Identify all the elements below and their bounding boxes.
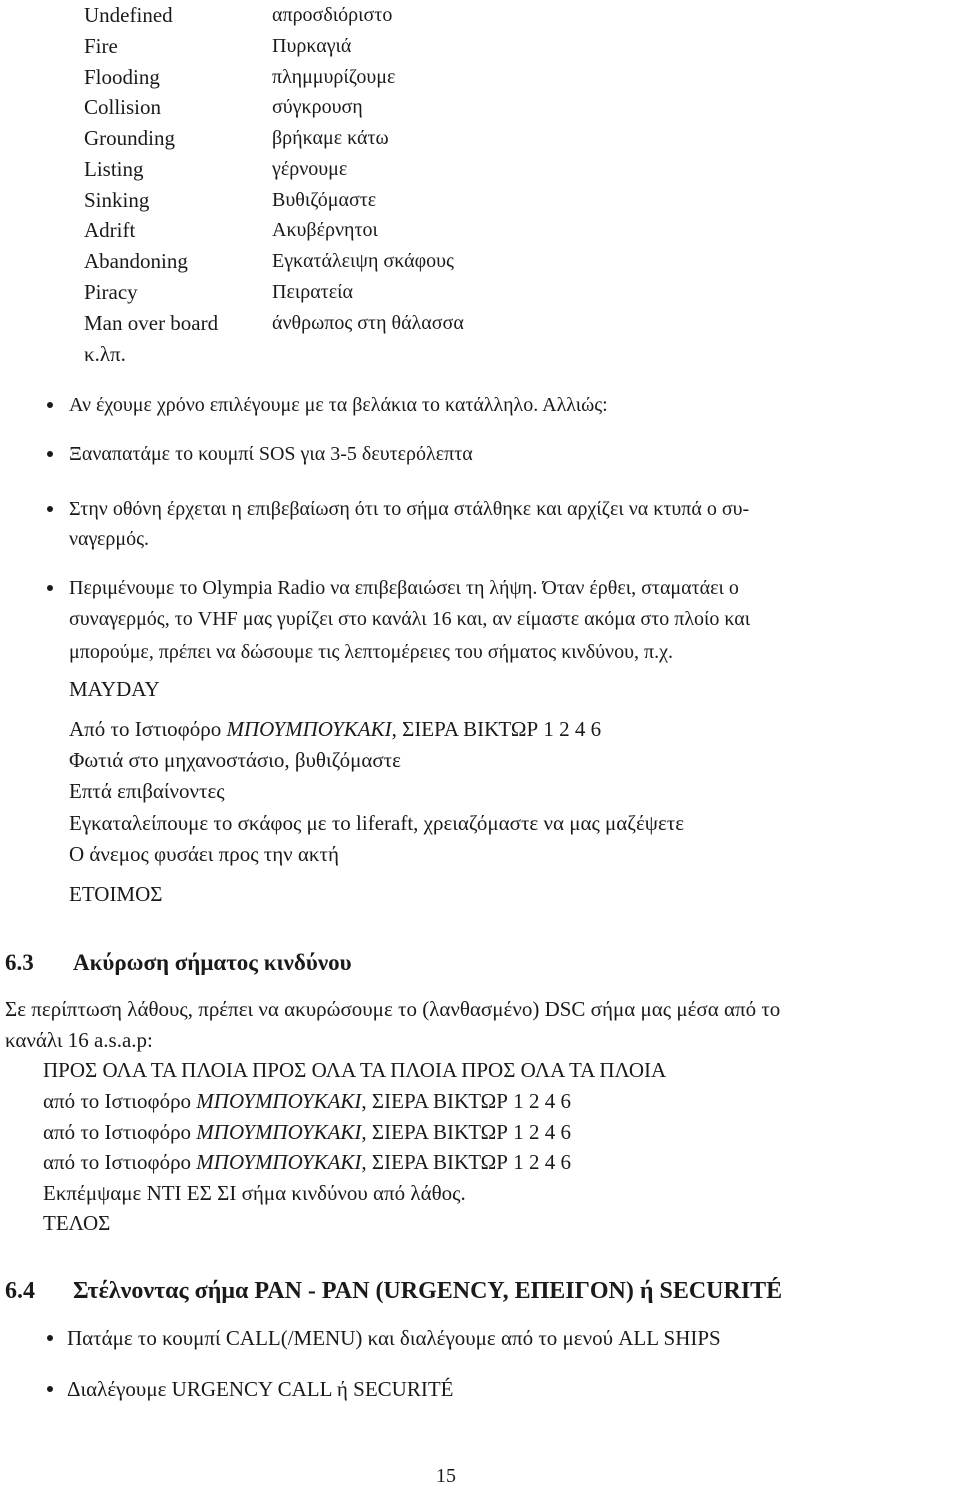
call-sign: , ΣΙΕΡΑ ΒΙΚΤΩΡ 1 2 4 6	[361, 1150, 571, 1174]
list-item-en: Piracy	[84, 280, 138, 304]
mayday-line: Επτά επιβαίνοντες	[69, 779, 225, 803]
mayday-line: Ο άνεμος φυσάει προς την ακτή	[69, 842, 339, 866]
section-title: Ακύρωση σήματος κινδύνου	[73, 950, 352, 975]
cancel-end: ΤΕΛΟΣ	[43, 1211, 111, 1235]
bullet-text: Περιμένουμε το Olympia Radio να επιβεβαιώσει τη λήψη. Όταν έρθει, σταματάει ο	[69, 577, 739, 599]
cancel-from-line	[43, 1147, 571, 1177]
mayday-over: ΕΤΟΙΜΟΣ	[69, 882, 163, 906]
section-paragraph: κανάλι 16 a.s.a.p:	[5, 1028, 153, 1052]
vessel-name: ΜΠΟΥΜΠΟΥΚΑΚΙ	[196, 1120, 362, 1144]
list-item-gr: Ακυβέρνητοι	[272, 219, 378, 241]
vessel-name: ΜΠΟΥΜΠΟΥΚΑΚΙ	[196, 1089, 362, 1113]
list-item-en: Adrift	[84, 218, 136, 242]
cancel-from-line	[43, 1117, 571, 1147]
list-item-en: Fire	[84, 34, 118, 58]
vessel-name: ΜΠΟΥΜΠΟΥΚΑΚΙ	[196, 1150, 362, 1174]
bullet-text-continued: συναγερμός, το VHF μας γυρίζει στο κανάλι 16 και, αν είμαστε ακόμα στο πλοίο και	[69, 608, 751, 630]
page-number: 15	[436, 1465, 456, 1487]
list-item-en: Man over board	[84, 311, 219, 335]
list-item-gr: πλημμυρίζουμε	[272, 66, 396, 88]
from-prefix: Από το Ιστιοφόρο	[69, 717, 227, 741]
list-item-gr: Πυρκαγιά	[272, 35, 352, 57]
list-item-en: κ.λπ.	[84, 342, 126, 366]
mayday-line: Φωτιά στο μηχανοστάσιο, βυθιζόμαστε	[69, 748, 401, 772]
bullet-icon	[47, 451, 53, 457]
list-item-gr: γέρνουμε	[272, 158, 348, 180]
call-sign: , ΣΙΕΡΑ ΒΙΚΤΩΡ 1 2 4 6	[361, 1089, 571, 1113]
bullet-text: Ξαναπατάμε το κουμπί SOS για 3-5 δευτερόλεπτα	[69, 443, 473, 465]
bullet-text-continued: μπορούμε, πρέπει να δώσουμε τις λεπτομέρειες του σήματος κινδύνου, π.χ.	[69, 641, 673, 663]
list-item-gr: άνθρωπος στη θάλασσα	[272, 312, 464, 334]
list-item-en: Collision	[84, 95, 162, 119]
section-number: 6.4	[5, 1278, 35, 1304]
bullet-text: Πατάμε το κουμπί CALL(/MENU) και διαλέγουμε από το μενού ALL SHIPS	[67, 1326, 721, 1350]
list-item-gr: Εγκατάλειψη σκάφους	[272, 250, 454, 272]
bullet-icon	[47, 402, 53, 408]
bullet-text: Διαλέγουμε URGENCY CALL ή SECURITÉ	[67, 1377, 454, 1401]
list-item-en: Grounding	[84, 126, 175, 150]
list-item-en: Listing	[84, 157, 144, 181]
call-sign: , ΣΙΕΡΑ ΒΙΚΤΩΡ 1 2 4 6	[361, 1120, 571, 1144]
bullet-icon	[47, 1386, 53, 1392]
mayday-line: Εγκαταλείπουμε το σκάφος με το liferaft, χρειαζόμαστε να μας μαζέψετε	[69, 811, 685, 835]
list-item-en: Sinking	[84, 188, 150, 212]
from-prefix: από το Ιστιοφόρο	[43, 1120, 197, 1144]
call-sign: , ΣΙΕΡΑ ΒΙΚΤΩΡ 1 2 4 6	[391, 717, 602, 741]
list-item-en: Undefined	[84, 3, 173, 27]
list-item-gr: βρήκαμε κάτω	[272, 127, 389, 149]
list-item-gr: Πειρατεία	[272, 281, 353, 303]
list-item-gr: Βυθιζόμαστε	[272, 189, 377, 211]
bullet-text: Αν έχουμε χρόνο επιλέγουμε με τα βελάκια το κατάλληλο. Αλλιώς:	[69, 394, 608, 416]
cancel-from-line	[43, 1086, 571, 1116]
vessel-name: ΜΠΟΥΜΠΟΥΚΑΚΙ	[226, 717, 392, 741]
bullet-icon	[47, 1335, 53, 1341]
from-prefix: από το Ιστιοφόρο	[43, 1089, 197, 1113]
bullet-text-continued: ναγερμός.	[69, 528, 150, 550]
list-item-en: Abandoning	[84, 249, 188, 273]
section-title: Στέλνοντας σήμα PAN - PAN (URGENCY, ΕΠΕΙΓΟΝ) ή SECURITÉ	[73, 1278, 783, 1304]
section-paragraph: Σε περίπτωση λάθους, πρέπει να ακυρώσουμε το (λανθασμένο) DSC σήμα μας μέσα από το	[5, 997, 781, 1021]
list-item-gr: σύγκρουση	[272, 96, 363, 118]
cancel-statement: Εκπέμψαμε ΝΤΙ ΕΣ ΣΙ σήμα κινδύνου από λάθος.	[43, 1181, 466, 1205]
mayday-title: MAYDAY	[69, 677, 160, 701]
section-heading-6-3	[5, 948, 352, 978]
all-ships-call: ΠΡΟΣ ΟΛΑ ΤΑ ΠΛΟΙΑ ΠΡΟΣ ΟΛΑ ΤΑ ΠΛΟΙΑ ΠΡΟΣ ΟΛΑ ΤΑ ΠΛΟΙΑ	[43, 1058, 667, 1082]
mayday-from-line	[69, 714, 601, 744]
list-item-en: Flooding	[84, 65, 160, 89]
from-prefix: από το Ιστιοφόρο	[43, 1150, 197, 1174]
section-heading-6-4	[5, 1276, 782, 1306]
section-number: 6.3	[5, 950, 34, 975]
bullet-icon	[47, 506, 53, 512]
bullet-text: Στην οθόνη έρχεται η επιβεβαίωση ότι το σήμα στάλθηκε και αρχίζει να κτυπά ο συ-	[69, 498, 750, 520]
bullet-icon	[47, 585, 53, 591]
list-item-gr: απροσδιόριστο	[272, 4, 393, 26]
